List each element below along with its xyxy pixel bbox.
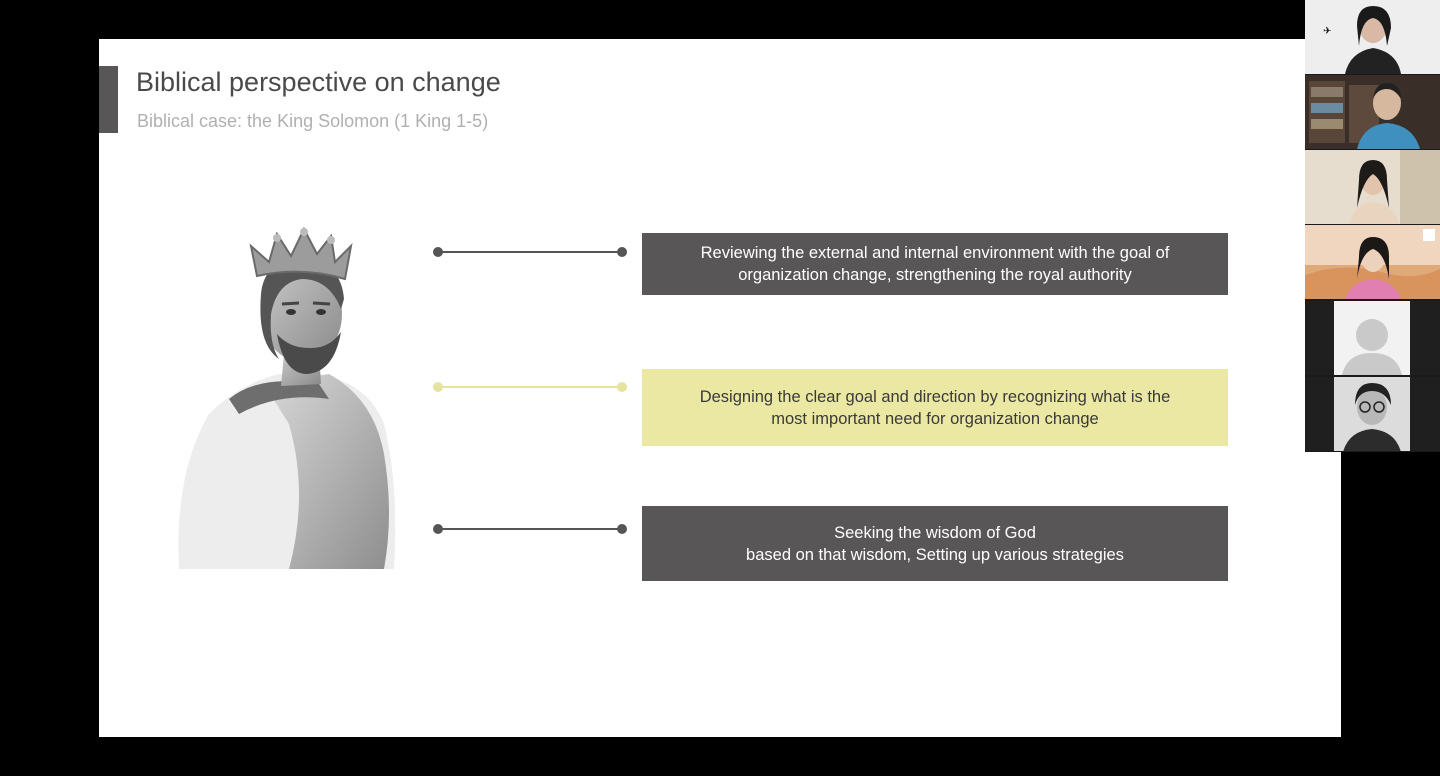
king-solomon-illustration <box>169 224 439 569</box>
slide-subtitle: Biblical case: the King Solomon (1 King 1-5) <box>137 111 489 131</box>
slide-title: Biblical perspective on change <box>136 67 501 97</box>
participant-video-6 <box>1305 377 1440 451</box>
shared-slide <box>99 39 1341 737</box>
point-box-1 <box>642 233 1228 295</box>
participant-gallery <box>1305 0 1440 452</box>
participant-video-4 <box>1305 225 1440 299</box>
participant-video-2 <box>1305 75 1440 149</box>
participant-tile-4[interactable] <box>1305 225 1440 299</box>
svg-text:✈: ✈ <box>1323 26 1332 37</box>
point-box-2 <box>642 369 1228 446</box>
participant-video-1 <box>1305 0 1440 74</box>
participant-tile-1[interactable] <box>1305 0 1440 74</box>
participant-tile-5[interactable] <box>1305 301 1440 375</box>
point-text-2: Designing the clear goal and direction by recognizing what is the most important need for organization change <box>699 387 1171 428</box>
point-box-3 <box>642 506 1228 581</box>
participant-avatar-5 <box>1305 301 1440 375</box>
participant-tile-6[interactable] <box>1305 377 1440 451</box>
connector-line-1 <box>433 245 627 259</box>
connector-line-3 <box>433 522 627 536</box>
participant-tile-2[interactable] <box>1305 75 1440 149</box>
title-accent-bar <box>99 66 118 133</box>
point-text-1: Reviewing the external and internal environment with the goal of organization change, strengthening the royal authority <box>700 244 1170 284</box>
participant-video-3 <box>1305 150 1440 224</box>
connector-line-2 <box>433 380 627 394</box>
participant-tile-3[interactable] <box>1305 150 1440 224</box>
point-text-3: Seeking the wisdom of God based on that wisdom, Setting up various strategies <box>746 523 1124 564</box>
